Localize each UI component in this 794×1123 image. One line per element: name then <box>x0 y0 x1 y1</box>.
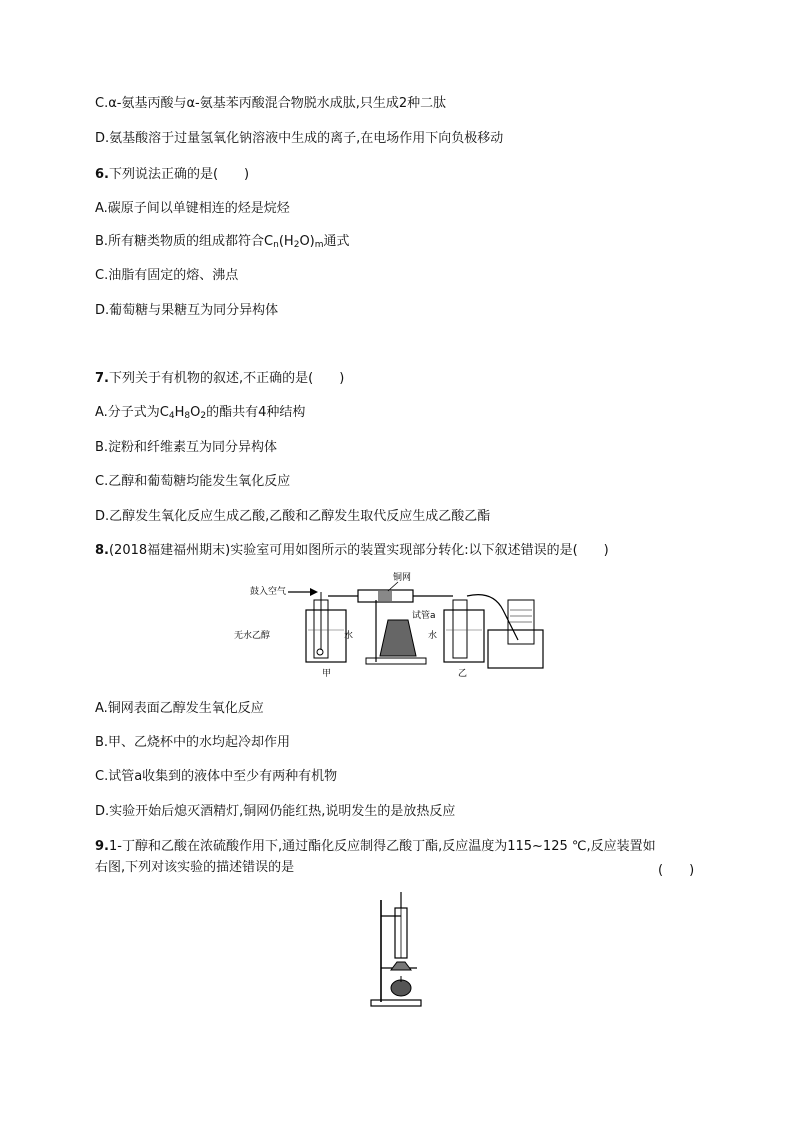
q6-option-b <box>95 233 350 254</box>
question-number: 6. <box>95 167 109 182</box>
q8-option-c: C.试管a收集到的液体中至少有两种有机物 <box>95 769 338 784</box>
label-tube: 试管a <box>412 611 436 621</box>
q7-option-b: B.淀粉和纤维素互为同分异构体 <box>95 440 278 455</box>
copper-mesh <box>378 591 392 601</box>
label-water1: 水 <box>344 631 354 641</box>
question-text: 下列关于有机物的叙述,不正确的是( ) <box>108 371 345 386</box>
question-text: 下列说法正确的是( ) <box>108 167 250 182</box>
flask <box>391 962 411 970</box>
subscript: 4 <box>168 411 175 421</box>
q8-option-a: A.铜网表面乙醇发生氧化反应 <box>95 701 264 716</box>
beaker-jia <box>306 610 346 662</box>
subscript: 8 <box>184 411 191 421</box>
question-8 <box>95 542 609 560</box>
question-text: (2018福建福州期末)实验室可用如图所示的装置实现部分转化:以下叙述错误的是( ) <box>108 543 609 558</box>
answer-paren: ( ) <box>658 863 695 878</box>
q7-option-c: C.乙醇和葡萄糖均能发生氧化反应 <box>95 474 291 489</box>
q7-option-a <box>95 404 305 425</box>
subscript: m <box>314 240 324 250</box>
label-yi: 乙 <box>458 669 468 679</box>
label-cu: 铜网 <box>393 573 412 583</box>
text: A.分子式为C <box>95 405 169 420</box>
bubble <box>317 649 323 655</box>
alcohol-lamp <box>380 620 416 656</box>
question-number: 7. <box>95 371 109 386</box>
apparatus-figure <box>234 570 558 685</box>
question-text: 1-丁醇和乙酸在浓硫酸作用下,通过酯化反应制得乙酸丁酯,反应温度为115~125 ℃,反应装置如 <box>108 839 656 854</box>
beaker-yi <box>444 610 484 662</box>
test-tube-a <box>453 600 467 658</box>
stand-base <box>371 1000 421 1006</box>
question-7 <box>95 370 344 388</box>
label-ethanol: 无水乙醇 <box>234 631 271 641</box>
stand-base <box>366 658 426 664</box>
label-air: 鼓入空气 <box>250 587 287 597</box>
subscript: 2 <box>293 240 300 250</box>
text: B.所有糖类物质的组成都符合C <box>95 234 274 249</box>
q6-option-d: D.葡萄糖与果糖互为同分异构体 <box>95 303 279 318</box>
question-number: 8. <box>95 543 109 558</box>
subscript: n <box>273 240 279 250</box>
q8-option-b: B.甲、乙烧杯中的水均起冷却作用 <box>95 735 291 750</box>
option-d-prev: D.氨基酸溶于过量氢氧化钠溶液中生成的离子,在电场作用下向负极移动 <box>95 131 504 146</box>
q6-option-c: C.油脂有固定的熔、沸点 <box>95 268 239 283</box>
question-9 <box>95 838 656 856</box>
q7-option-d: D.乙醇发生氧化反应生成乙酸,乙酸和乙醇发生取代反应生成乙酸乙酯 <box>95 509 491 524</box>
question-6 <box>95 166 249 184</box>
q6-option-a: A.碳原子间以单键相连的烃是烷烃 <box>95 201 290 216</box>
q8-option-d: D.实验开始后熄灭酒精灯,铜网仍能红热,说明发生的是放热反应 <box>95 804 456 819</box>
question-number: 9. <box>95 839 109 854</box>
question-9-line2: 右图,下列对该实验的描述错误的是 <box>95 860 295 875</box>
option-c-prev: C.α-氨基丙酸与α-氨基苯丙酸混合物脱水成肽,只生成2种二肽 <box>95 96 447 111</box>
outlet-tube <box>467 595 518 640</box>
label-jia: 甲 <box>322 669 332 679</box>
reflux-figure <box>365 888 429 1010</box>
text: O) <box>299 234 315 249</box>
arrow-icon <box>310 588 318 596</box>
text: O <box>190 405 201 420</box>
text: (H <box>278 234 294 249</box>
label-water2: 水 <box>428 631 438 641</box>
text: 通式 <box>323 234 350 249</box>
subscript: 2 <box>200 411 207 421</box>
text: H <box>174 405 185 420</box>
text: 的酯共有4种结构 <box>206 405 306 420</box>
alcohol-lamp <box>391 980 411 996</box>
